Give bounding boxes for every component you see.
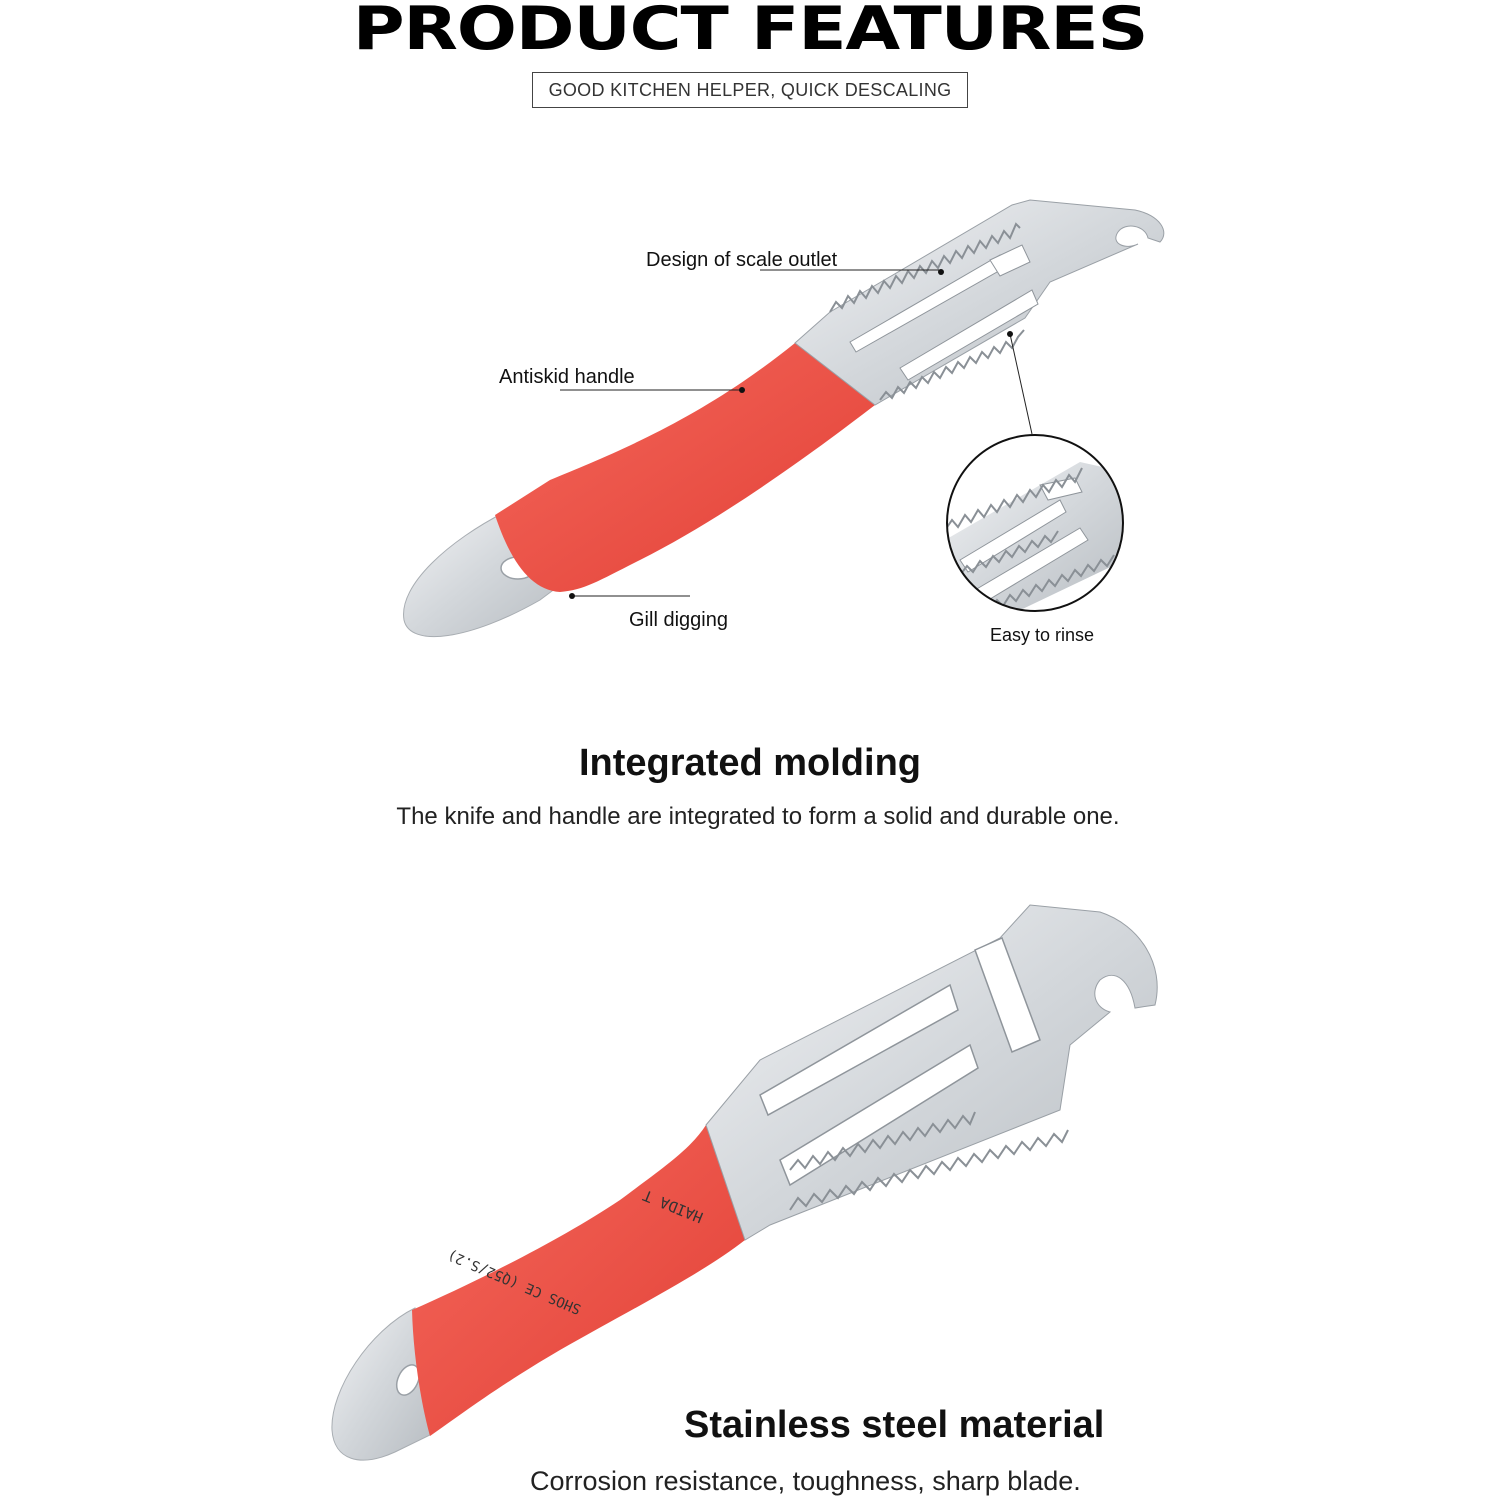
handle-print-1: HAIDA T	[640, 1186, 706, 1227]
handle-print-2: SHOS CE (Q52/S.2)	[445, 1246, 584, 1317]
descaler-bottom	[332, 905, 1157, 1460]
section2-description: Corrosion resistance, toughness, sharp blade.	[530, 1466, 1081, 1496]
callout-antiskid-handle: Antiskid handle	[499, 366, 635, 388]
section1-heading: Integrated molding	[579, 742, 921, 784]
page-title: PRODUCT FEATURES	[352, 0, 1148, 64]
callout-scale-outlet: Design of scale outlet	[646, 249, 838, 271]
callout-easy-to-rinse: Easy to rinse	[990, 625, 1095, 645]
callout-dot	[569, 593, 575, 599]
callout-gill-digging: Gill digging	[629, 609, 728, 631]
handle-large	[412, 1125, 745, 1436]
section2-heading: Stainless steel material	[684, 1404, 1105, 1446]
callout-dot	[739, 387, 745, 393]
scaler-blade	[795, 200, 1164, 405]
section1-description: The knife and handle are integrated to form a solid and durable one.	[396, 803, 1120, 830]
callout-dot	[938, 269, 944, 275]
callout-dot	[1007, 331, 1013, 337]
subtitle: GOOD KITCHEN HELPER, QUICK DESCALING	[548, 79, 952, 100]
